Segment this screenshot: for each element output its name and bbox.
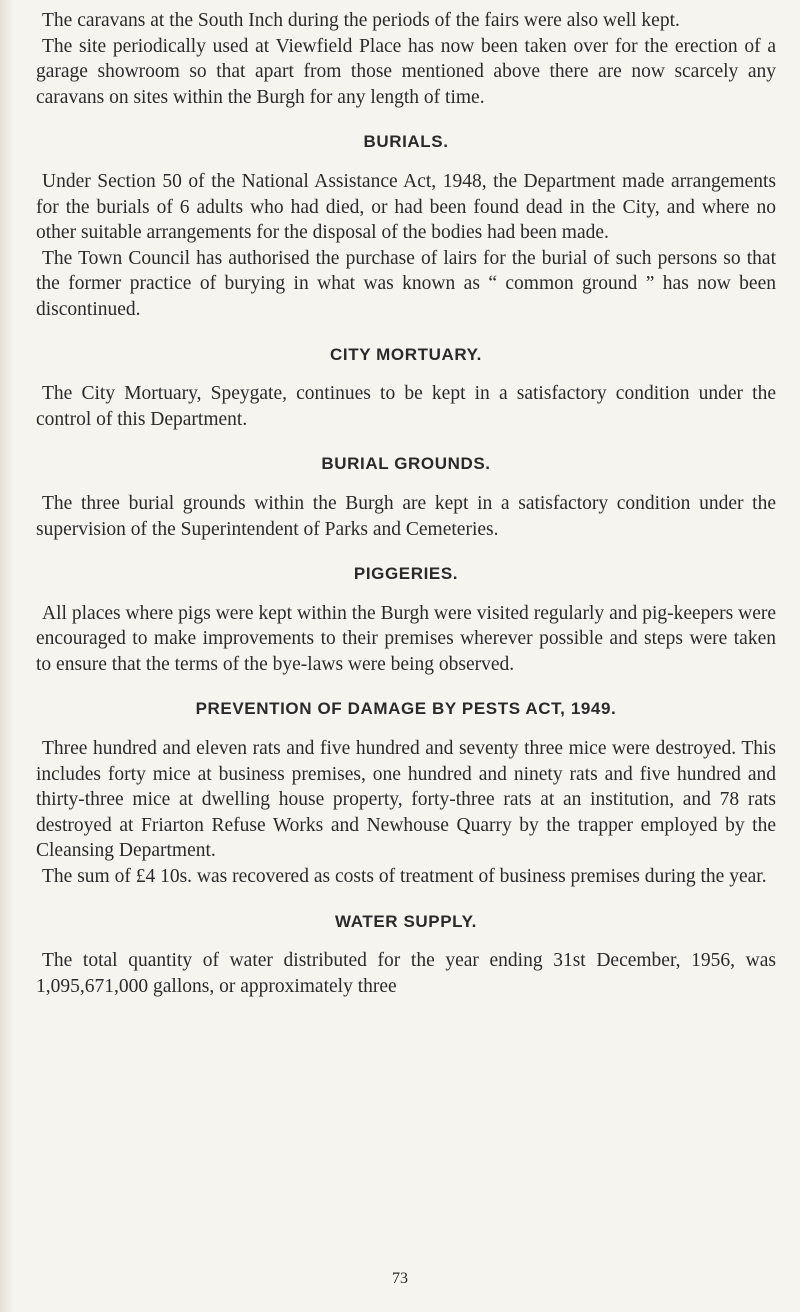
paragraph-burials-1: Under Section 50 of the National Assistance Act, 1948, the Department made arrangements for the burials of 6 adults who had died, or had been found dead in the City, and where no other suitable arrangements for the disposal of the bodies had been made.	[36, 170, 776, 244]
paragraph-mortuary: The City Mortuary, Speygate, continues to be kept in a satisfactory condition under the control of this Department.	[36, 383, 776, 430]
heading-water-supply: WATER SUPPLY.	[335, 911, 477, 931]
paragraph-burials-2: The Town Council has authorised the purchase of lairs for the burial of such persons so that the former practice of burying in what was known as “ common ground ” has now been discontinued.	[36, 247, 776, 320]
page-edge-shadow	[0, 0, 14, 1312]
paragraph-pests-2: The sum of £4 10s. was recovered as costs of treatment of business premises during the year.	[42, 866, 767, 888]
paragraph-burial-grounds: The three burial grounds within the Burgh are kept in a satisfactory condition under the supervision of the Superintendent of Parks and Cemeteries.	[36, 492, 776, 540]
paragraph-piggeries: All places where pigs were kept within the Burgh were visited regularly and pig-keepers were encouraged to make improvements to their premises wherever possible and steps were taken to ensure that the terms of the bye-laws were being observed.	[36, 602, 776, 675]
heading-piggeries: PIGGERIES.	[353, 564, 459, 584]
paragraph-viewfield: The site periodically used at Viewfield Place has now been taken over for the erection of a garage showroom so that apart from those mentioned above there are now scarcely any caravans on sites within the Burgh for any length of time.	[36, 35, 776, 108]
paragraph-pests-1: Three hundred and eleven rats and five hundred and seventy three mice were destroyed. This includes forty mice at business premises, one hundred and ninety rats and five hundred and thirty-three mice at dwelling house property, forty-three rats at an institution, and 78 rats destroyed at Friarton Refuse Works and Newhouse Quarry by the trapper employed by the Cleansing Department.	[36, 738, 776, 862]
page-content	[36, 8, 776, 999]
page-number: 73	[392, 1270, 408, 1287]
heading-pests-act: PREVENTION OF DAMAGE BY PESTS ACT, 1949.	[195, 699, 617, 719]
heading-burials: BURIALS.	[363, 132, 449, 152]
paragraph-caravans: The caravans at the South Inch during the periods of the fairs were also well kept.	[42, 10, 680, 31]
heading-burial-grounds: BURIAL GROUNDS.	[321, 454, 491, 474]
paragraph-water: The total quantity of water distributed for the year ending 31st December, 1956, was 1,095,671,000 gallons, or approximately three	[36, 950, 776, 997]
heading-city-mortuary: CITY MORTUARY.	[330, 344, 482, 364]
